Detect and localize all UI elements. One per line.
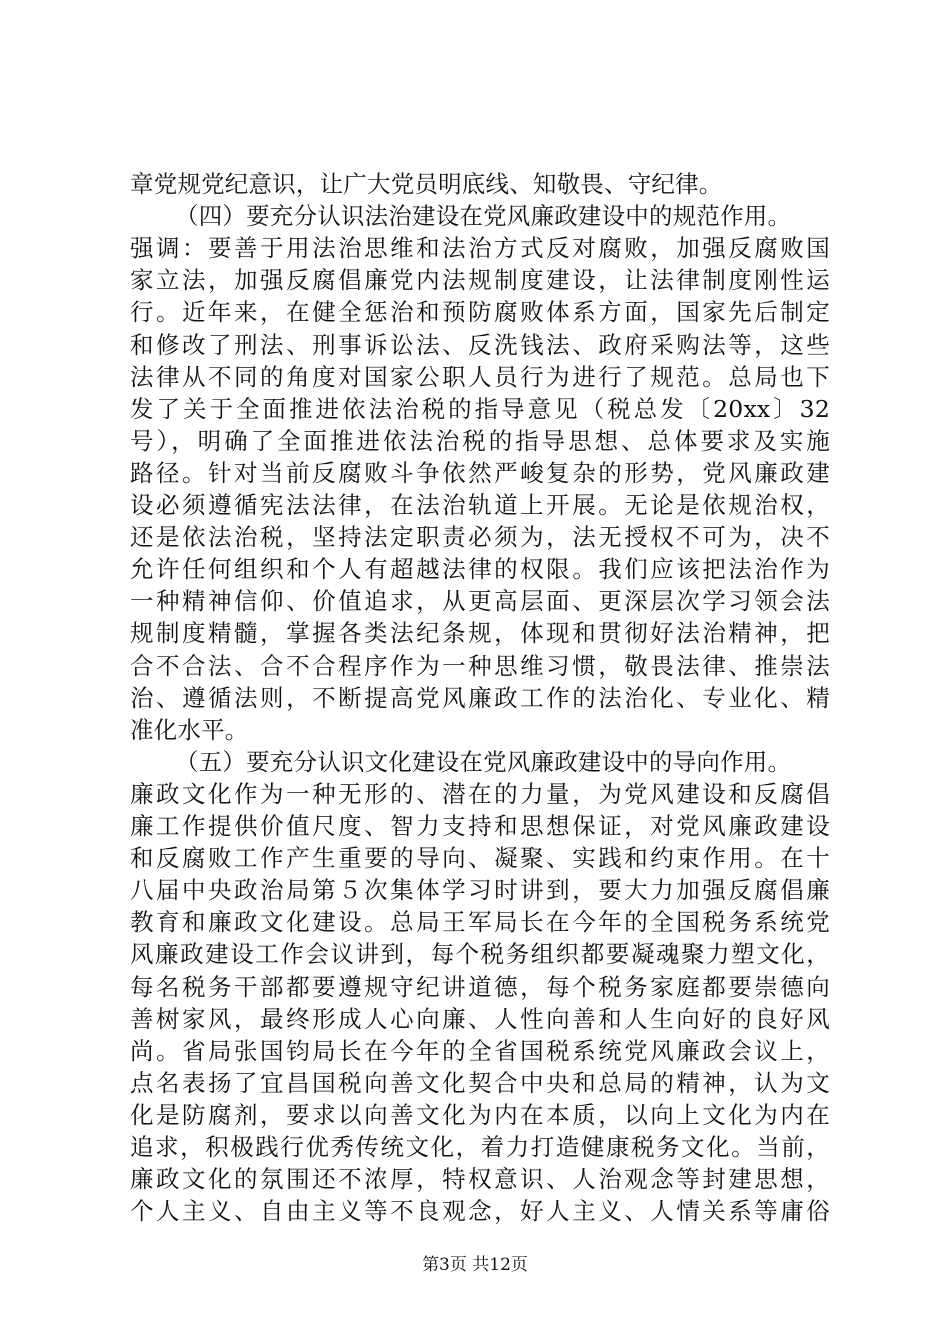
body-text-line: 家立法，加强反腐倡廉党内法规制度建设，让法律制度刚性运 (130, 266, 830, 295)
body-text-line: 追求，积极践行优秀传统文化，着力打造健康税务文化。当前， (130, 1133, 830, 1161)
body-text-line: 教育和廉政文化建设。总局王军局长在今年的全国税务系统党 (130, 908, 830, 937)
body-text-line: 设必须遵循宪法法律，在法治轨道上开展。无论是依规治权， (130, 491, 830, 519)
body-text-line: 化是防腐剂，要求以向善文化为内在本质，以向上文化为内在 (130, 1100, 830, 1129)
body-text-line: （四）要充分认识法治建设在党风廉政建设中的规范作用。 (175, 202, 792, 231)
body-text-line: 合不合法、合不合程序作为一种思维习惯，敬畏法律、推崇法 (130, 651, 830, 680)
body-text-line: 行。近年来，在健全惩治和预防腐败体系方面，国家先后制定 (130, 298, 830, 327)
body-text-line: 路径。针对当前反腐败斗争依然严峻复杂的形势，党风廉政建 (130, 458, 830, 487)
body-text-line: 还是依法治税，坚持法定职责必须为，法无授权不可为，决不 (130, 523, 830, 552)
body-text-line: 善树家风，最终形成人心向廉、人性向善和人生向好的良好风 (130, 1004, 830, 1033)
body-text-line: 法律从不同的角度对国家公职人员行为进行了规范。总局也下 (130, 362, 830, 391)
body-text-line: 和反腐败工作产生重要的导向、凝聚、实践和约束作用。在十 (130, 844, 830, 873)
body-text-line: 廉工作提供价值尺度、智力支持和思想保证，对党风廉政建设 (130, 812, 830, 840)
body-text-line: 每名税务干部都要遵规守纪讲道德，每个税务家庭都要崇德向 (130, 972, 830, 1001)
body-text-line: 强调：要善于用法治思维和法治方式反对腐败，加强反腐败国 (130, 234, 830, 263)
body-text-line: 点名表扬了宜昌国税向善文化契合中央和总局的精神，认为文 (130, 1068, 830, 1097)
body-text-line: 号），明确了全面推进依法治税的指导思想、总体要求及实施 (130, 426, 830, 455)
body-text-line: 规制度精髓，掌握各类法纪条规，体现和贯彻好法治精神，把 (130, 619, 830, 648)
body-text-line: 准化水平。 (130, 715, 249, 744)
body-text-line: 尚。省局张国钧局长在今年的全省国税系统党风廉政会议上， (130, 1036, 830, 1065)
body-text-line: （五）要充分认识文化建设在党风廉政建设中的导向作用。 (175, 747, 792, 776)
body-text-line: 一种精神信仰、价值追求，从更高层面、更深层次学习领会法 (130, 587, 830, 616)
body-text-line: 八届中央政治局第５次集体学习时讲到，要大力加强反腐倡廉 (130, 876, 830, 905)
body-text-line: 治、遵循法则，不断提高党风廉政工作的法治化、专业化、精 (130, 683, 830, 712)
body-text-line: 风廉政建设工作会议讲到，每个税务组织都要凝魂聚力塑文化， (130, 940, 830, 969)
body-text-line: 允许任何组织和个人有超越法律的权限。我们应该把法治作为 (130, 555, 830, 584)
body-text-line: 个人主义、自由主义等不良观念，好人主义、人情关系等庸俗 (130, 1197, 830, 1226)
body-text-line: 和修改了刑法、刑事诉讼法、反洗钱法、政府采购法等，这些 (130, 330, 830, 359)
body-text-line: 廉政文化作为一种无形的、潜在的力量，为党风建设和反腐倡 (130, 779, 830, 808)
body-text-line: 发了关于全面推进依法治税的指导意见（税总发〔20xx〕32 (130, 394, 830, 423)
body-text-line: 廉政文化的氛围还不浓厚，特权意识、人治观念等封建思想， (130, 1165, 830, 1194)
page-footer: 第3页 共12页 (422, 1255, 528, 1275)
body-text-line: 章党规党纪意识，让广大党员明底线、知敬畏、守纪律。 (130, 170, 723, 198)
